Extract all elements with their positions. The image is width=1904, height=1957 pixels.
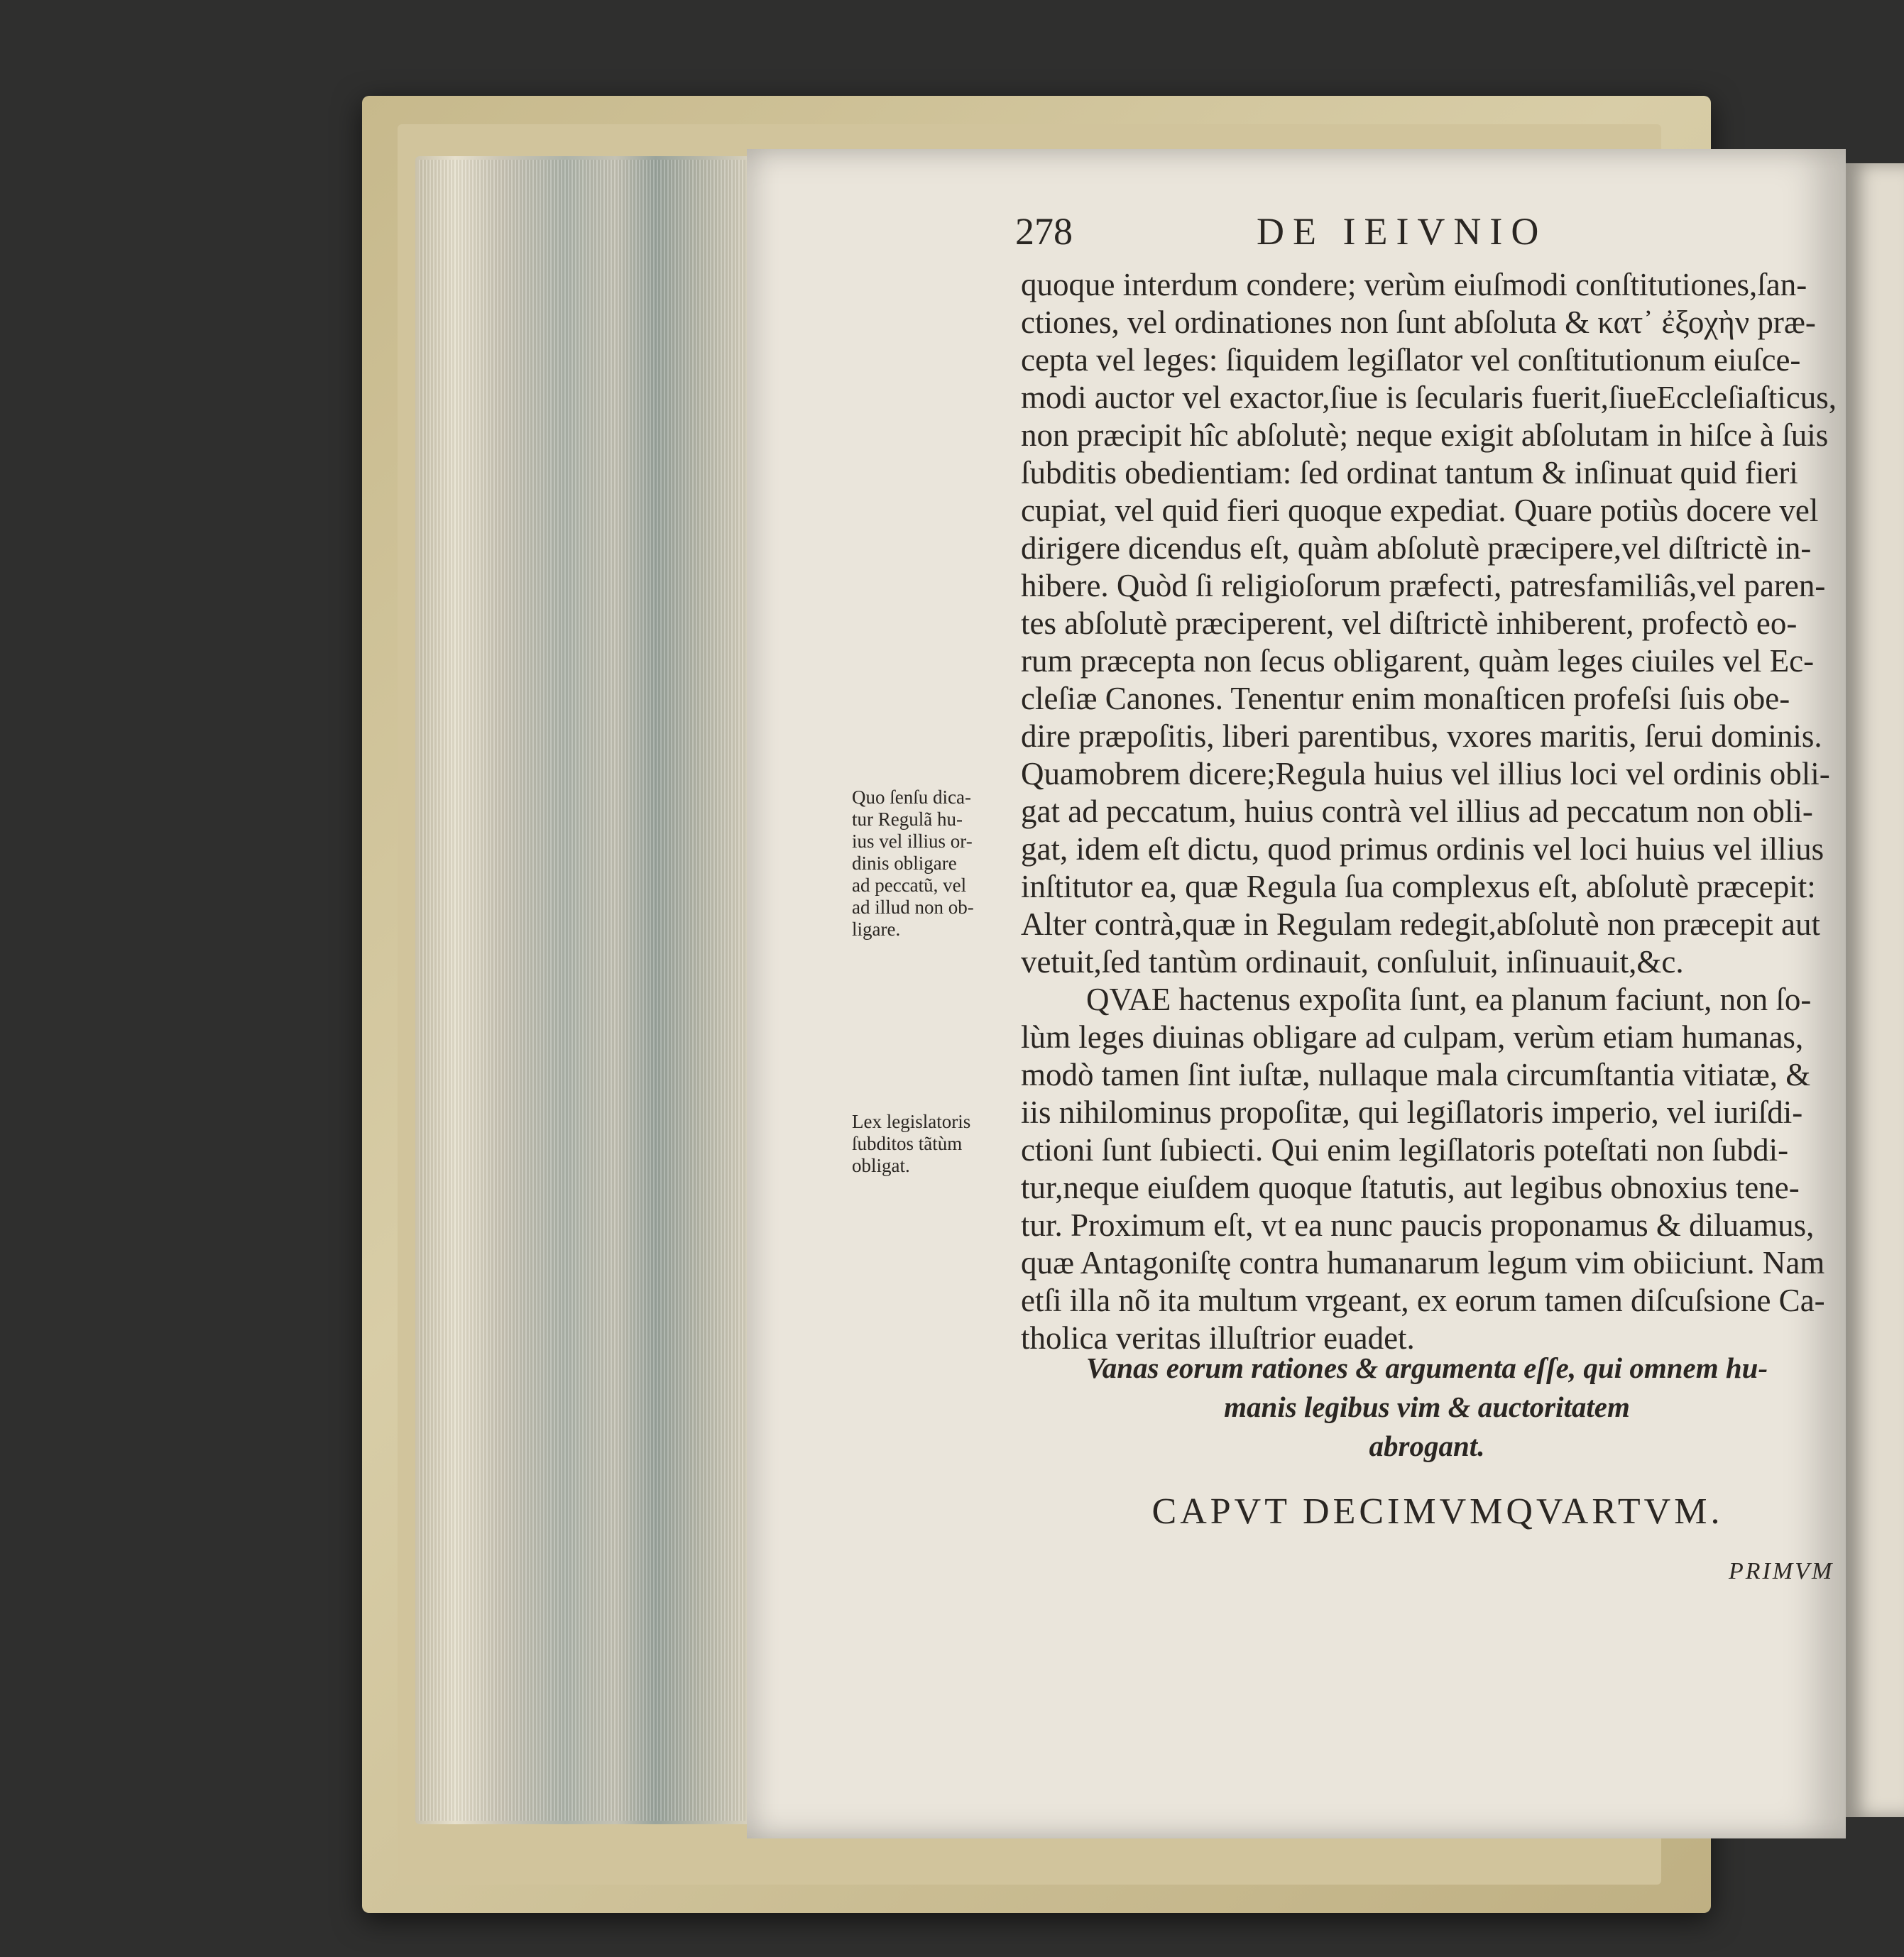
text-line: Quamobrem dicere;Regula huius vel illius loci vel ordinis obli-	[1021, 756, 1830, 791]
text-line: Alter contrà,quæ in Regulam redegit,abſolutè non præcepit aut	[1021, 906, 1820, 942]
text-line: gat ad peccatum, huius contrà vel illius ad peccatum non obli-	[1021, 794, 1813, 829]
section-subheading	[1022, 1349, 1832, 1466]
text-line: inſtitutor ea, quæ Regula ſua complexus eſt, abſolutè præcepit:	[1021, 869, 1816, 904]
margin-note-line: ſubditos tãtùm	[852, 1133, 963, 1154]
text-line: dirigere dicendus eſt, quàm abſolutè præcipere,vel diſtrictè in-	[1021, 530, 1812, 566]
text-line: tholica veritas illuſtrior euadet.	[1021, 1320, 1415, 1356]
margin-note	[852, 1111, 1022, 1177]
text-line: quoque interdum condere; verùm eiuſmodi conſtitutiones,ſan-	[1021, 267, 1807, 302]
margin-note-line: ad peccatũ, vel	[852, 875, 967, 896]
text-line: modi auctor vel exactor,ſiue is ſecularis fuerit,ſiueEccleſiaſticus,	[1021, 380, 1837, 415]
running-head: DE IEIVNIO	[1257, 210, 1548, 253]
text-line: cupiat, vel quid fieri quoque expediat. Quare potiùs docere vel	[1021, 493, 1819, 528]
text-line: tur,neque eiuſdem quoque ſtatutis, aut legibus obnoxius tene-	[1021, 1170, 1800, 1205]
margin-note-line: obligat.	[852, 1155, 910, 1176]
text-line: etſi illa nõ ita multum vrgeant, ex eorum tamen diſcuſsione Ca-	[1021, 1283, 1825, 1318]
text-line: modò tamen ſint iuſtæ, nullaque mala circumſtantia vitiatæ, &	[1021, 1057, 1811, 1092]
text-line: ctiones, vel ordinationes non ſunt abſoluta & κατ᾽ ἐξοχὴν præ-	[1021, 305, 1816, 340]
page-edge-texture	[419, 160, 745, 1821]
margin-note-line: ius vel illius or-	[852, 831, 973, 852]
margin-note-line: Quo ſenſu dica-	[852, 786, 971, 808]
margin-note	[852, 786, 1022, 941]
text-line: ctioni ſunt ſubiecti. Qui enim legiſlatoris poteſtati non ſubdi-	[1021, 1132, 1789, 1168]
page-header	[1015, 209, 1853, 266]
text-line: QVAE hactenus expoſita ſunt, ea planum faciunt, non ſo-	[1086, 982, 1812, 1017]
text-line: tes abſolutè præciperent, vel diſtrictè inhiberent, profectò eo-	[1021, 605, 1798, 641]
text-line: hibere. Quòd ſi religioſorum præfecti, patresfamiliâs,vel paren-	[1021, 568, 1826, 603]
catchword: PRIMVM	[1729, 1558, 1834, 1584]
text-line: dire præpoſitis, liberi parentibus, vxores maritis, ſerui dominis.	[1021, 718, 1822, 754]
text-line: cleſiæ Canones. Tenentur enim monaſticen profeſsi ſuis obe-	[1021, 681, 1790, 716]
text-line: gat, idem eſt dictu, quod primus ordinis vel loci huius vel illius	[1021, 831, 1824, 867]
text-line: lùm leges diuinas obligare ad culpam, verùm etiam humanas,	[1021, 1019, 1804, 1055]
margin-note-line: Lex legislatoris	[852, 1111, 971, 1132]
text-line: vetuit,ſed tantùm ordinauit, conſuluit, inſinuauit,&c.	[1021, 944, 1684, 980]
text-line: rum præcepta non ſecus obligarent, quàm leges ciuiles vel Ec-	[1021, 643, 1815, 679]
subheading-line: abrogant.	[1369, 1430, 1485, 1462]
facing-page-edge	[1846, 163, 1904, 1817]
margin-note-line: tur Regulã hu-	[852, 808, 963, 830]
page-number: 278	[1015, 210, 1073, 253]
margin-note-line: dinis obligare	[852, 853, 957, 874]
text-line: iis nihilominus propoſitæ, qui legiſlatoris imperio, vel iuriſdi-	[1021, 1095, 1803, 1130]
subheading-line: manis legibus vim & auctoritatem	[1224, 1391, 1630, 1423]
text-line: cepta vel leges: ſiquidem legiſlator vel conſtitutionum eiuſce-	[1021, 342, 1801, 378]
margin-note-line: ad illud non ob-	[852, 897, 974, 918]
text-line: quæ Antagoniſtę contra humanarum legum vim obiiciunt. Nam	[1021, 1245, 1825, 1281]
body-text	[1021, 266, 1837, 1357]
text-line: tur. Proximum eſt, vt ea nunc paucis proponamus & diluamus,	[1021, 1207, 1815, 1243]
text-line: non præcipit hîc abſolutè; neque exigit abſolutam in hiſce à ſuis	[1021, 417, 1829, 453]
text-line: ſubditis obedientiam: ſed ordinat tantum & inſinuat quid fieri	[1021, 455, 1798, 490]
subheading-line: Vanas eorum rationes & argumenta eſſe, qui omnem hu-	[1085, 1352, 1768, 1384]
chapter-title: CAPVT DECIMVMQVARTVM.	[1151, 1491, 1724, 1532]
margin-note-line: ligare.	[852, 919, 901, 940]
